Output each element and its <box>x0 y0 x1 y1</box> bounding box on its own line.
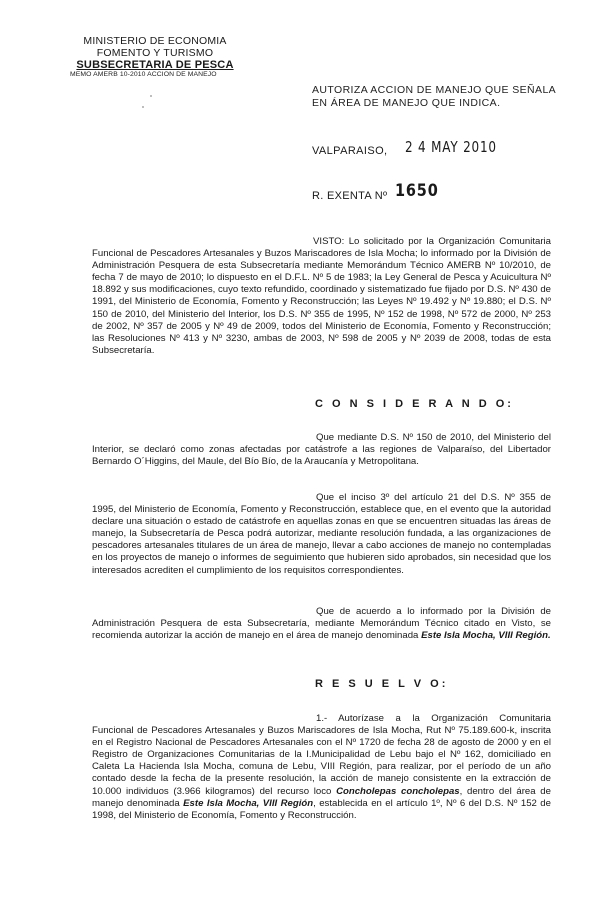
ministry-name-line2: FOMENTO Y TURISMO <box>96 47 214 59</box>
stamp-mark <box>150 95 152 97</box>
memo-reference: MEMO AMERB 10-2010 ACCION DE MANEJO <box>70 71 217 78</box>
resuelvo-p1-c: , establecida en el artículo 1º, Nº 6 del D.S. Nº 152 de 1998, del Ministerio de Economía, Fomento y Reconstrucción. <box>92 797 551 821</box>
subject-line-2: EN ÁREA DE MANEJO QUE INDICA. <box>312 97 501 109</box>
ministry-header <box>70 35 240 71</box>
visto-lead: VISTO: <box>313 236 345 247</box>
considerando-paragraph-2: Que el inciso 3º del artículo 21 del D.S. Nº 355 de 1995, del Ministerio de Economía, Fomento y Reconstrucción, establece que, en el evento que la autoridad declare una situación o estado de catástrofe en aquellas zonas en que se encuentren situadas las áreas de manejo, la Subsecretaría de Pesca podrá autorizar, mediante resolución fundada, a las organizaciones de pescadores artesanales titulares de un área de manejo, llevar a cabo acciones de manejo no contempladas en los proyectos de manejo o informes de seguimiento que hubieren sido aprobados, sin necesidad que los interesados acrediten el cumplimiento de los requisitos correspondientes. <box>92 492 551 576</box>
subject-line-1: AUTORIZA ACCION DE MANEJO QUE SEÑALA <box>312 84 557 96</box>
considerando-paragraph-3 <box>92 606 551 642</box>
resuelvo-p1-a: 1.- Autorízase a la Organización Comunitaria Funcional de Pescadores Artesanales y Buzos Mariscadores de Isla Mocha, Rut Nº 75.189.600-k, inscrita en el Registro Nacional de Pescadores Artesanales con el Nº 1720 de fecha 28 de agosto de 2000 y en el Registro de Organizaciones Comunitarias de la I.Municipalidad de Lebu bajo el Nº 162, domiciliado en Caleta La Hacienda Isla Mocha, comuna de Lebu, VIII Región, para realizar, por el período de un año contado desde la fecha de la presente resolución, la acción de manejo consistente en la extracción de 10.000 individuos (3.966 kilogramos) del recurso loco <box>92 713 551 797</box>
resuelvo-heading: R E S U E L V O: <box>315 678 449 690</box>
stamp-mark <box>142 106 144 108</box>
city: VALPARAISO, <box>312 145 388 157</box>
resuelvo-paragraph-1 <box>92 713 551 822</box>
species-name: Concholepas concholepas <box>336 785 460 797</box>
subsecretaria-name: SUBSECRETARIA DE PESCA <box>76 59 234 71</box>
area-name-resuelvo: Este Isla Mocha, VIII Región <box>183 797 314 809</box>
considerando-heading: C O N S I D E R A N D O: <box>315 398 514 410</box>
visto-text: Lo solicitado por la Organización Comunitaria Funcional de Pescadores Artesanales y Buzos Mariscadores de Isla Mocha; lo informado por la División de Administración Pesquera de esta Subsecretaría mediante Memorándum Técnico AMERB Nº 10/2010, de fecha 7 de mayo de 2010; lo dispuesto en el D.F.L. Nº 5 de 1983; la Ley General de Pesca y Acuicultura Nº 18.892 y sus modificaciones, cuyo texto refundido, coordinado y sistematizado fue fijado por D.S. Nº 430 de 1991, del Ministerio de Economía, Fomento y Reconstrucción; las Leyes Nº 19.492 y Nº 19.880; el D.S. Nº 150 de 2010, del Ministerio del Interior, los D.S. Nº 355 de 1995, Nº 152 de 1998, Nº 572 de 2000, Nº 253 de 2002, Nº 357 de 2005 y Nº 49 de 2009, todos del Ministerio de Economía, Fomento y Reconstrucción; las Resoluciones Nº 413 y Nº 3230, ambas de 2003, Nº 598 de 2005 y Nº 2039 de 2008, todas de esta Subsecretaría. <box>92 236 552 356</box>
resuelvo-p1-b: , dentro del área de manejo denominada <box>92 785 551 809</box>
subject-block <box>312 84 572 110</box>
visto-paragraph <box>92 236 551 357</box>
resolution-number: 1650 <box>394 181 439 201</box>
ministry-name: MINISTERIO DE ECONOMIA <box>83 35 227 47</box>
considerando-p3-text: Que de acuerdo a lo informado por la División de Administración Pesquera de esta Subsecretaría, mediante Memorándum Técnico citado en Visto, se recomienda autorizar la acción de manejo en el área de manejo denominada <box>92 606 551 642</box>
resolution-label: R. EXENTA Nº <box>312 190 388 202</box>
place-date <box>312 140 572 158</box>
area-name: Este Isla Mocha, VIII Región. <box>421 630 551 642</box>
resolution-number-line <box>312 181 572 204</box>
considerando-paragraph-1: Que mediante D.S. Nº 150 de 2010, del Ministerio del Interior, se declaró como zonas afectadas por catástrofe a las regiones de Valparaíso, del Libertador Bernardo O´Higgins, del Maule, del Bío Bío, de la Araucanía y Metropolitana. <box>92 432 551 468</box>
date-stamp: 2 4 MAY 2010 <box>405 138 497 156</box>
